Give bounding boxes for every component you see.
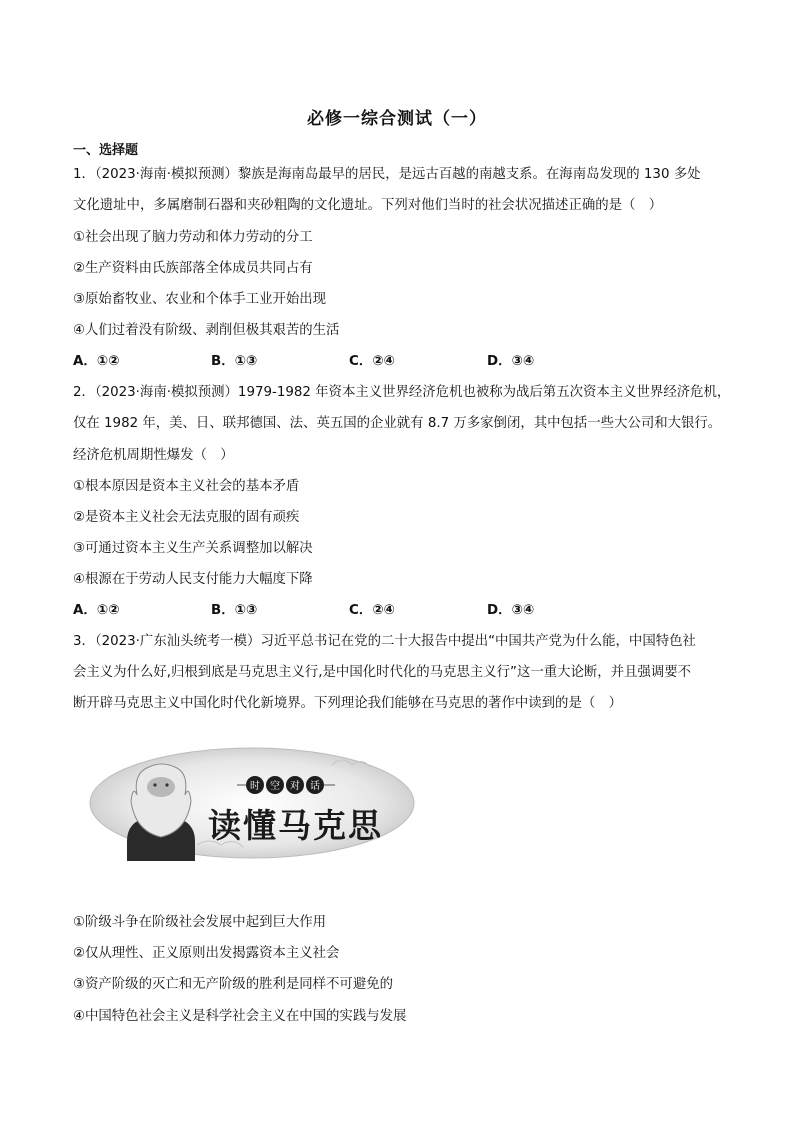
q3-stem-line-1: 3．（2023·广东汕头统考一模）习近平总书记在党的二十大报告中提出“中国共产党为什么能，中国特色社 [73, 634, 696, 649]
banner-subtitle-text: 时空对话 [250, 781, 330, 792]
q2-option-d[interactable]: D．③④ [487, 603, 535, 618]
q2-option-c[interactable]: C．②④ [349, 603, 395, 618]
q1-stem-line-2: 文化遗址中，多属磨制石器和夹砂粗陶的文化遗址。下列对他们当时的社会状况描述正确的是（ ） [73, 198, 663, 213]
banner-subtitle [249, 777, 339, 792]
q3-stem-line-2: 会主义为什么好,归根到底是马克思主义行,是中国化时代化的马克思主义行”这一重大论断，并且强调要不 [73, 665, 692, 680]
q1-option-b[interactable]: B．①③ [211, 354, 258, 369]
q1-item-3: ③原始畜牧业、农业和个体手工业开始出现 [73, 292, 327, 307]
portrait-icon [127, 764, 195, 861]
q2-stem-line-1: 2．（2023·海南·模拟预测）1979-1982 年资本主义世界经济危机也被称为战后第五次资本主义世界经济危机， [73, 385, 731, 400]
q3-item-2: ②仅从理性、正义原则出发揭露资本主义社会 [73, 946, 340, 961]
q2-option-a[interactable]: A．①② [73, 603, 120, 618]
page-title: 必修一综合测试（一） [307, 109, 487, 129]
q2-item-4: ④根源在于劳动人民支付能力大幅度下降 [73, 572, 313, 587]
q1-stem-line-1: 1．（2023·海南·模拟预测）黎族是海南岛最早的居民，是远古百越的南越支系。在海南岛发现的 130 多处 [73, 167, 701, 182]
q3-item-4: ④中国特色社会主义是科学社会主义在中国的实践与发展 [73, 1009, 407, 1024]
q2-option-b[interactable]: B．①③ [211, 603, 258, 618]
q1-option-d[interactable]: D．③④ [487, 354, 535, 369]
q2-item-2: ②是资本主义社会无法克服的固有顽疾 [73, 510, 300, 525]
q2-stem-line-2: 仅在 1982 年，美、日、联邦德国、法、英五国的企业就有 8.7 万多家倒闭，其中包括一些大公司和大银行。 [73, 416, 722, 431]
q1-option-c[interactable]: C．②④ [349, 354, 395, 369]
section-heading: 一、选择题 [73, 143, 139, 158]
q3-stem-line-3: 断开辟马克思主义中国化时代化新境界。下列理论我们能够在马克思的著作中读到的是（ ） [73, 696, 623, 711]
q1-option-a[interactable]: A．①② [73, 354, 120, 369]
q2-stem-line-3: 经济危机周期性爆发（ ） [73, 448, 234, 463]
q2-item-1: ①根本原因是资本主义社会的基本矛盾 [73, 479, 300, 494]
banner-title: 读懂马克思 [208, 806, 383, 845]
q3-item-3: ③资产阶级的灭亡和无产阶级的胜利是同样不可避免的 [73, 977, 393, 992]
q3-item-1: ①阶级斗争在阶级社会发展中起到巨大作用 [73, 915, 327, 930]
q1-item-1: ①社会出现了脑力劳动和体力劳动的分工 [73, 230, 313, 245]
q1-item-2: ②生产资料由氏族部落全体成员共同占有 [73, 261, 313, 276]
q2-item-3: ③可通过资本主义生产关系调整加以解决 [73, 541, 313, 556]
q1-item-4: ④人们过着没有阶级、剥削但极其艰苦的生活 [73, 323, 340, 338]
